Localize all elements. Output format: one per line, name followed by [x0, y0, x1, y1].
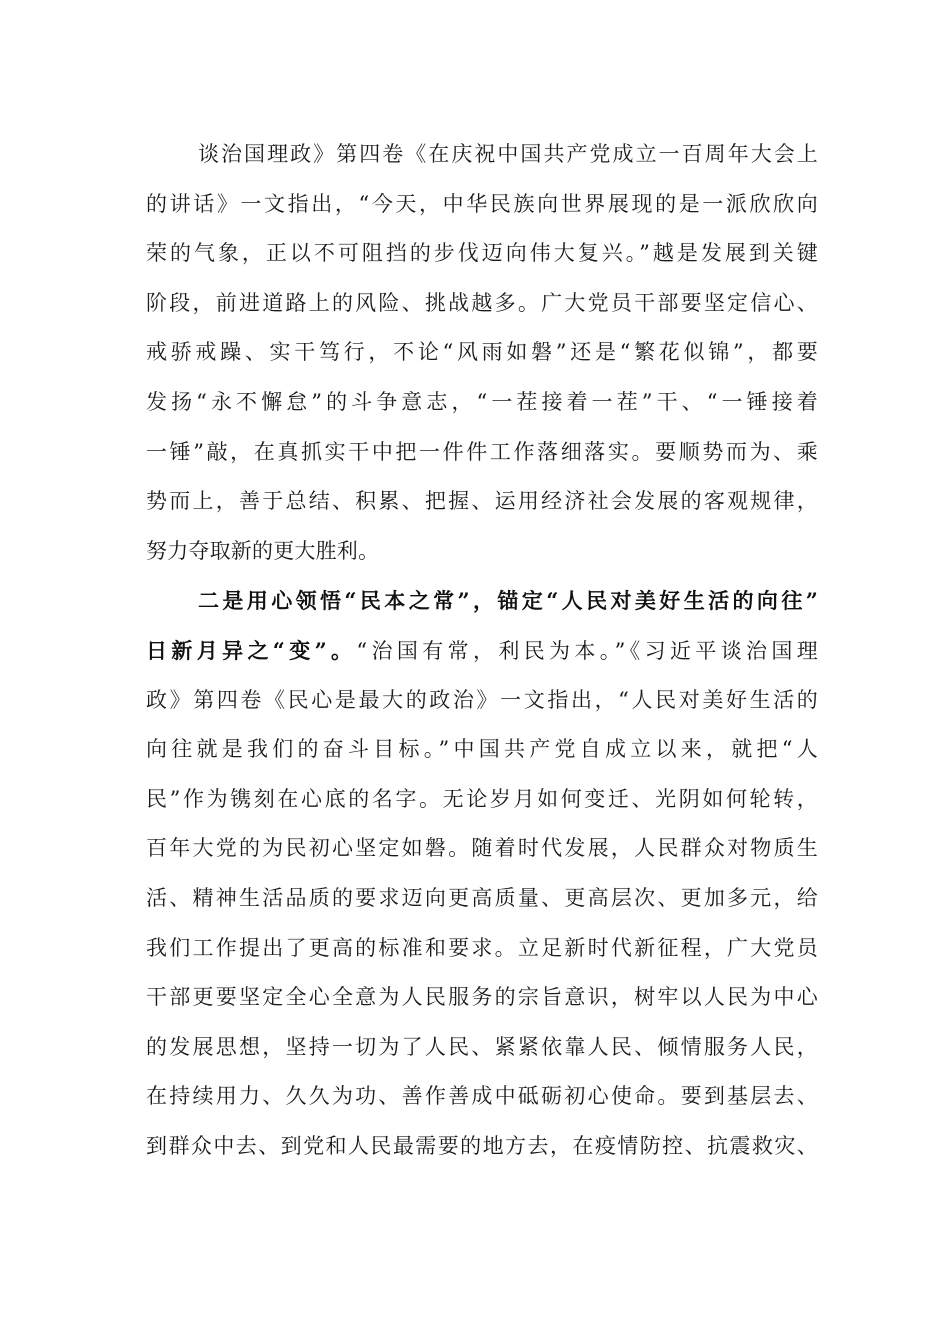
paragraph-2-line-9: 干部更要坚定全心全意为人民服务的宗旨意识，树牢以人民为中心	[146, 985, 818, 1010]
paragraph-1-line-8: 势而上，善于总结、积累、把握、运用经济社会发展的客观规律，	[146, 489, 818, 514]
section-heading-bold-tail: 日新月异之“变”。	[146, 637, 357, 663]
paragraph-2-line-5: 民”作为镌刻在心底的名字。无论岁月如何变迁、光阴如何轮转，	[146, 786, 818, 811]
paragraph-1-line-9: 努力夺取新的更大胜利。	[146, 538, 380, 563]
section-heading-line-1: 二是用心领悟“民本之常”，锚定“人民对美好生活的向往”	[198, 588, 818, 614]
paragraph-1-line-6: 发扬“永不懈怠”的斗争意志，“一茬接着一茬”干、“一锤接着	[146, 389, 818, 414]
paragraph-2-line-11: 在持续用力、久久为功、善作善成中砥砺初心使命。要到基层去、	[146, 1084, 818, 1109]
paragraph-1-line-4: 阶段，前进道路上的风险、挑战越多。广大党员干部要坚定信心、	[146, 290, 818, 315]
paragraph-1-line-3: 荣的气象，正以不可阻挡的步伐迈向伟大复兴。”越是发展到关键	[146, 241, 818, 266]
paragraph-2-line-4: 向往就是我们的奋斗目标。”中国共产党自成立以来，就把“人	[146, 737, 818, 762]
document-body	[146, 130, 818, 1171]
paragraph-2-line-2-text: “治国有常，利民为本。”《习近平谈治国理	[356, 638, 818, 663]
paragraph-1-line-2: 的讲话》一文指出，“今天，中华民族向世界展现的是一派欣欣向	[146, 191, 818, 216]
paragraph-1-line-5: 戒骄戒躁、实干笃行，不论“风雨如磐”还是“繁花似锦”，都要	[146, 340, 818, 365]
paragraph-2-line-7: 活、精神生活品质的要求迈向更高质量、更高层次、更加多元，给	[146, 885, 818, 910]
paragraph-2-line-3: 政》第四卷《民心是最大的政治》一文指出，“人民对美好生活的	[146, 687, 818, 712]
paragraph-2-line-8: 我们工作提出了更高的标准和要求。立足新时代新征程，广大党员	[146, 935, 818, 960]
paragraph-2-line-6: 百年大党的为民初心坚定如磐。随着时代发展，人民群众对物质生	[146, 836, 818, 861]
paragraph-1-line-1: 谈治国理政》第四卷《在庆祝中国共产党成立一百周年大会上	[198, 142, 818, 166]
section-heading-line-2	[146, 626, 818, 676]
paragraph-2-line-12: 到群众中去、到党和人民最需要的地方去，在疫情防控、抗震救灾、	[146, 1133, 818, 1158]
paragraph-1-line-7: 一锤”敲，在真抓实干中把一件件工作落细落实。要顺势而为、乘	[146, 439, 818, 464]
paragraph-2-line-10: 的发展思想，坚持一切为了人民、紧紧依靠人民、倾情服务人民，	[146, 1034, 818, 1059]
